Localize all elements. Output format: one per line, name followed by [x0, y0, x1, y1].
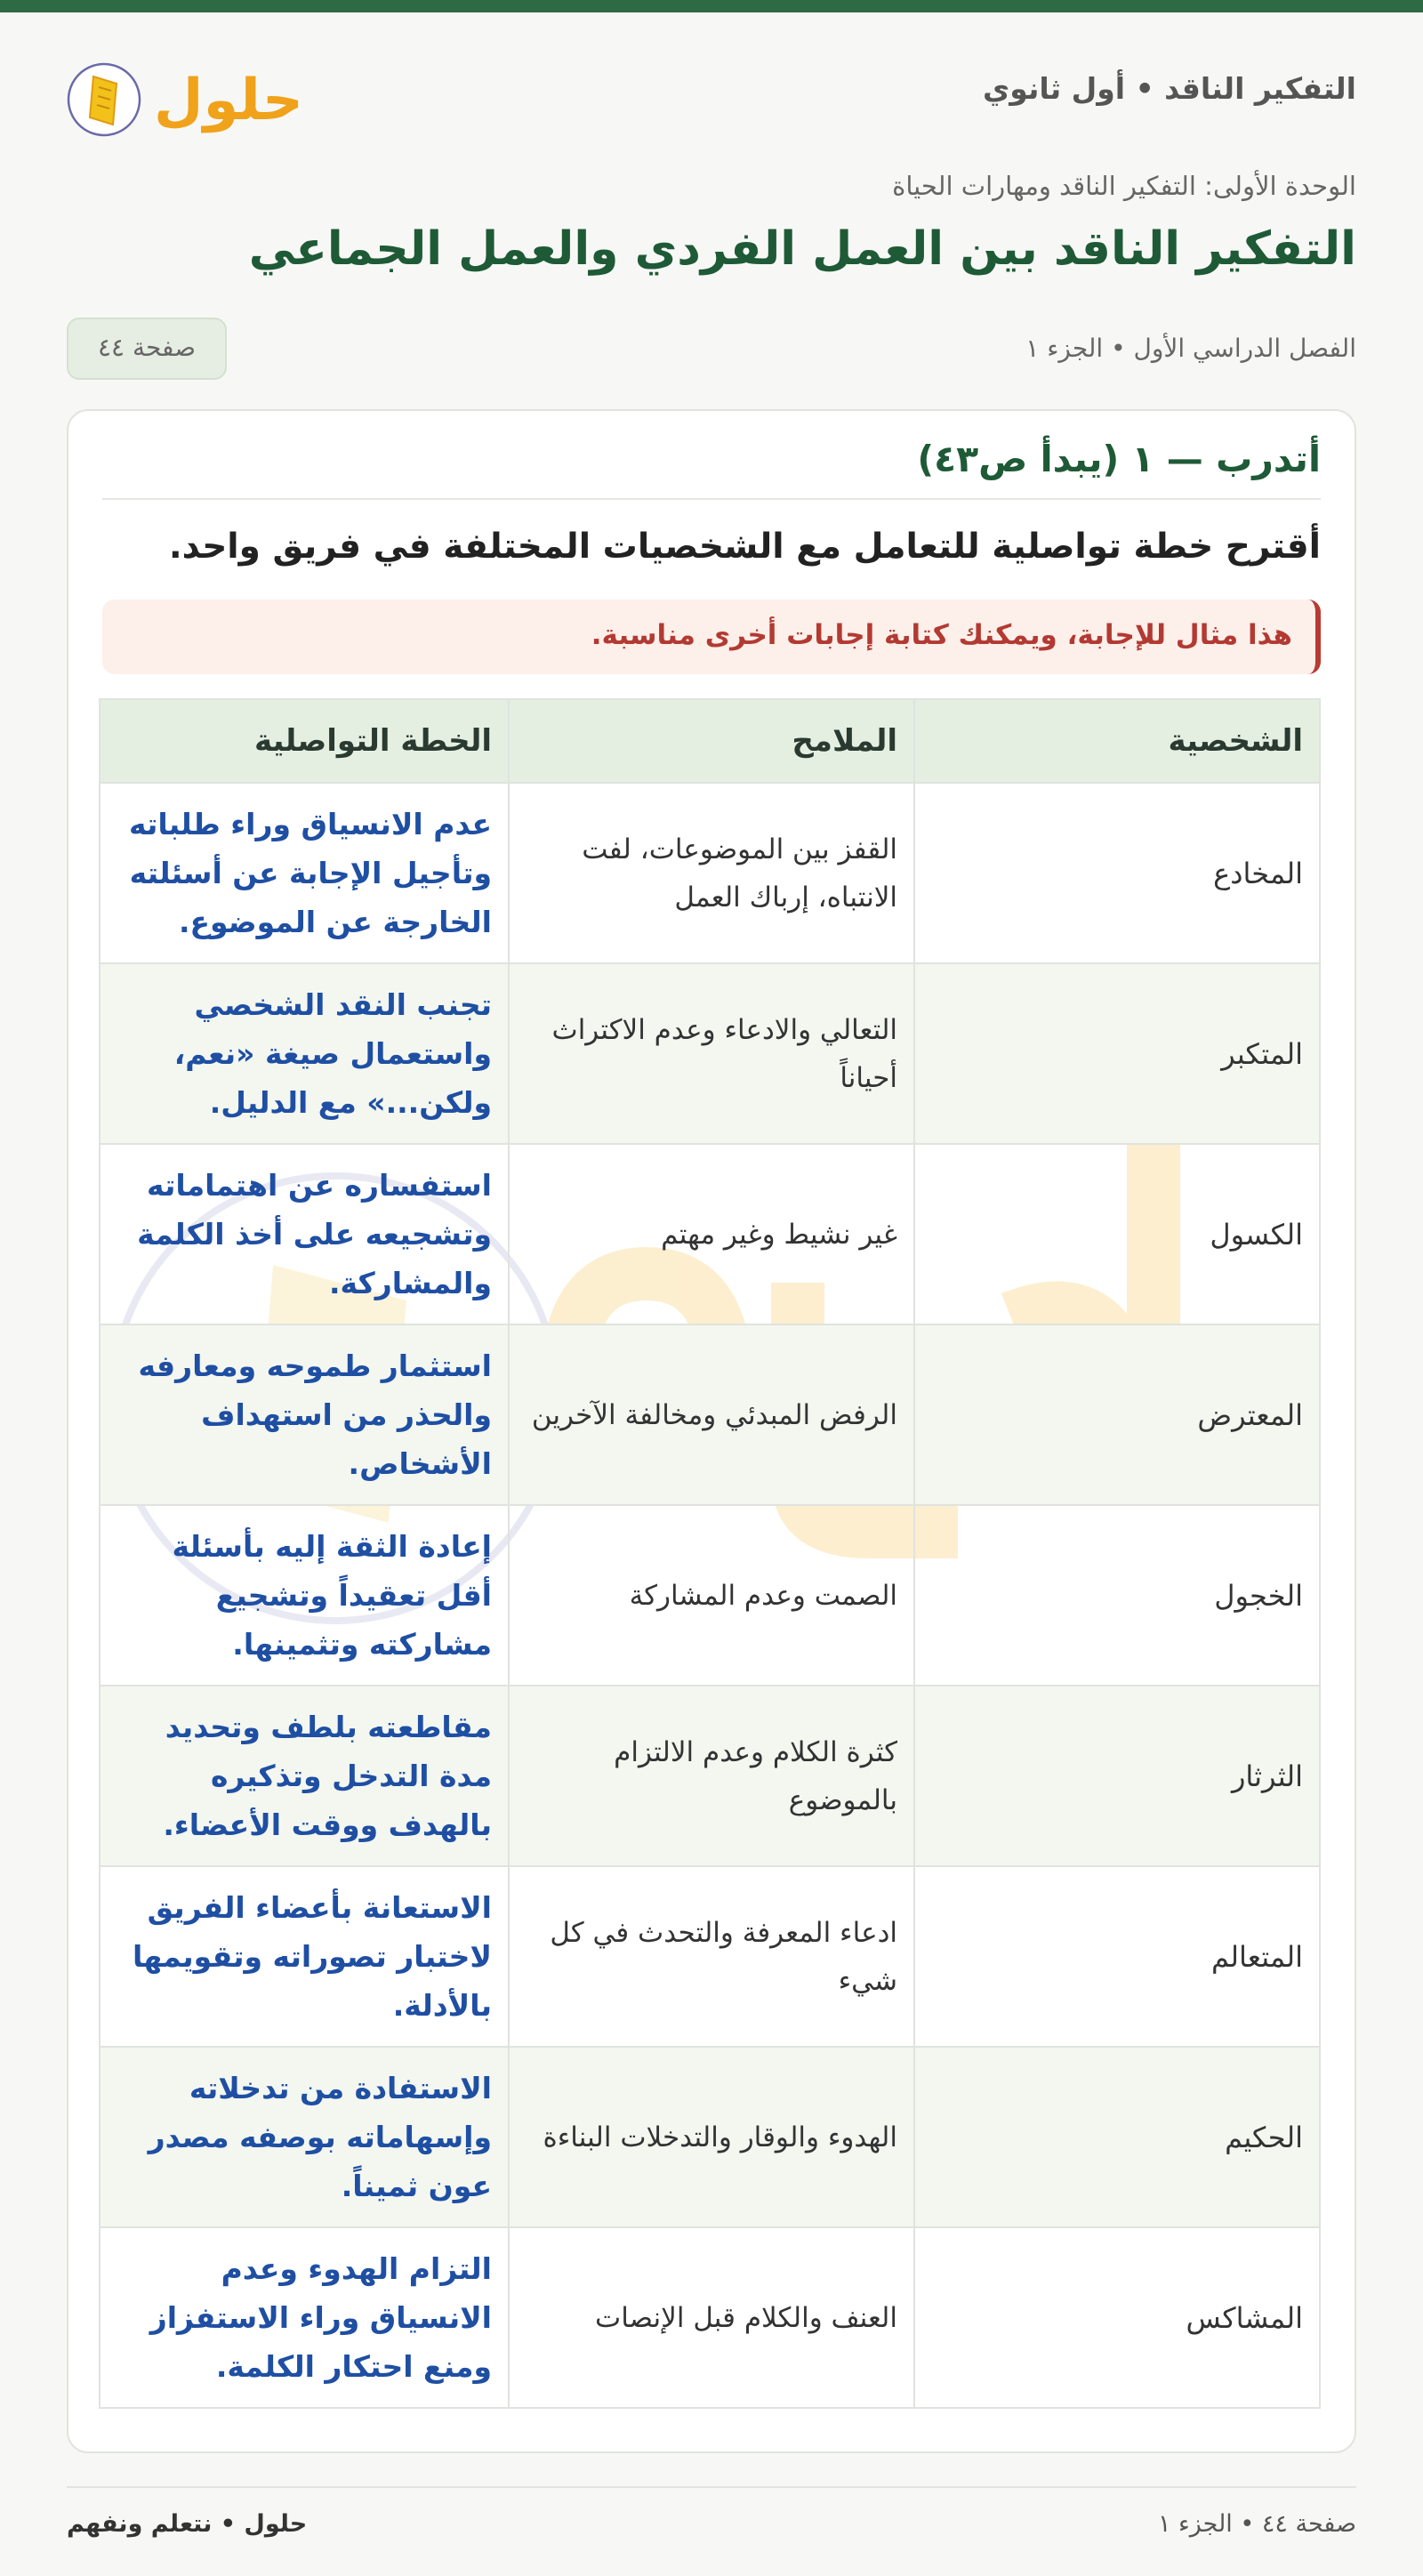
page-badge: صفحة ٤٤: [67, 318, 227, 380]
plan-cell: تجنب النقد الشخصي واستعمال صيغة «نعم، ولكن...» مع الدليل.: [100, 963, 509, 1144]
answer-note-text: هذا مثال للإجابة، ويمكنك كتابة إجابات أخرى مناسبة.: [591, 619, 1292, 651]
answer-note: [102, 600, 1321, 674]
plan-cell: عدم الانسياق وراء طلباته وتأجيل الإجابة عن أسئلته الخارجة عن الموضوع.: [100, 783, 509, 963]
personality-cell: الحكيم: [914, 2047, 1320, 2227]
divider: [102, 498, 1321, 500]
plan-cell: مقاطعته بلطف وتحديد مدة التدخل وتذكيره بالهدف ووقت الأعضاء.: [100, 1686, 509, 1866]
features-cell: التعالي والادعاء وعدم الاكتراث أحياناً: [509, 963, 914, 1144]
features-cell: الرفض المبدئي ومخالفة الآخرين: [509, 1324, 914, 1505]
features-cell: القفز بين الموضوعات، لفت الانتباه، إرباك العمل: [509, 783, 914, 963]
personality-cell: المخادع: [914, 783, 1320, 963]
table-row: [100, 1324, 1320, 1505]
footer-divider: [67, 2486, 1356, 2488]
plan-cell: استفساره عن اهتماماته وتشجيعه على أخذ الكلمة والمشاركة.: [100, 1144, 509, 1324]
column-header-personality: الشخصية: [914, 699, 1320, 783]
personality-cell: المعترض: [914, 1324, 1320, 1505]
table-row: [100, 2227, 1320, 2408]
table-row: [100, 1866, 1320, 2047]
plan-cell: إعادة الثقة إليه بأسئلة أقل تعقيداً وتشجيع مشاركته وتثمينها.: [100, 1505, 509, 1686]
unit-label: الوحدة الأولى: التفكير الناقد ومهارات الحياة: [892, 171, 1356, 201]
column-header-plan: الخطة التواصلية: [100, 699, 509, 783]
plan-cell: التزام الهدوء وعدم الانسياق وراء الاستفزاز ومنع احتكار الكلمة.: [100, 2227, 509, 2408]
features-cell: غير نشيط وغير مهتم: [509, 1144, 914, 1324]
personality-cell: الخجول: [914, 1505, 1320, 1686]
plan-cell: الاستفادة من تدخلاته وإسهاماته بوصفه مصدر عون ثميناً.: [100, 2047, 509, 2227]
brand-logo[interactable]: [67, 48, 307, 146]
table-row: [100, 963, 1320, 1144]
table-row: [100, 2047, 1320, 2227]
features-cell: الهدوء والوقار والتدخلات البناءة: [509, 2047, 914, 2227]
footer-brand: حلول • نتعلم ونفهم: [67, 2510, 308, 2538]
table-row: [100, 783, 1320, 963]
plan-cell: الاستعانة بأعضاء الفريق لاختبار تصوراته وتقويمها بالأدلة.: [100, 1866, 509, 2047]
personality-cell: المشاكس: [914, 2227, 1320, 2408]
subject-label: التفكير الناقد • أول ثانوي: [983, 71, 1356, 106]
exercise-card: [67, 409, 1356, 2453]
personality-cell: الثرثار: [914, 1686, 1320, 1866]
features-cell: ادعاء المعرفة والتحدث في كل شيء: [509, 1866, 914, 2047]
term-label: الفصل الدراسي الأول • الجزء ١: [1025, 334, 1356, 363]
table-row: [100, 1686, 1320, 1866]
features-cell: العنف والكلام قبل الإنصات: [509, 2227, 914, 2408]
exercise-question: أقترح خطة تواصلية للتعامل مع الشخصيات المختلفة في فريق واحد.: [168, 527, 1321, 567]
table-row: [100, 1505, 1320, 1686]
personality-cell: المتعالم: [914, 1866, 1320, 2047]
exercise-heading: أتدرب — ١ (يبدأ ص٤٣): [917, 438, 1321, 480]
personality-cell: المتكبر: [914, 963, 1320, 1144]
personality-table: [99, 698, 1321, 2409]
personality-cell: الكسول: [914, 1144, 1320, 1324]
page-title: التفكير الناقد بين العمل الفردي والعمل الجماعي: [248, 222, 1356, 276]
table-header-row: [100, 699, 1320, 783]
footer-page-label: صفحة ٤٤ • الجزء ١: [1157, 2510, 1356, 2538]
column-header-features: الملامح: [509, 699, 914, 783]
features-cell: كثرة الكلام وعدم الالتزام بالموضوع: [509, 1686, 914, 1866]
table-row: [100, 1144, 1320, 1324]
logo-wordmark: حلول: [154, 68, 303, 133]
plan-cell: استثمار طموحه ومعارفه والحذر من استهداف الأشخاص.: [100, 1324, 509, 1505]
top-accent-bar: [0, 0, 1423, 12]
header: [67, 48, 1356, 146]
features-cell: الصمت وعدم المشاركة: [509, 1505, 914, 1686]
